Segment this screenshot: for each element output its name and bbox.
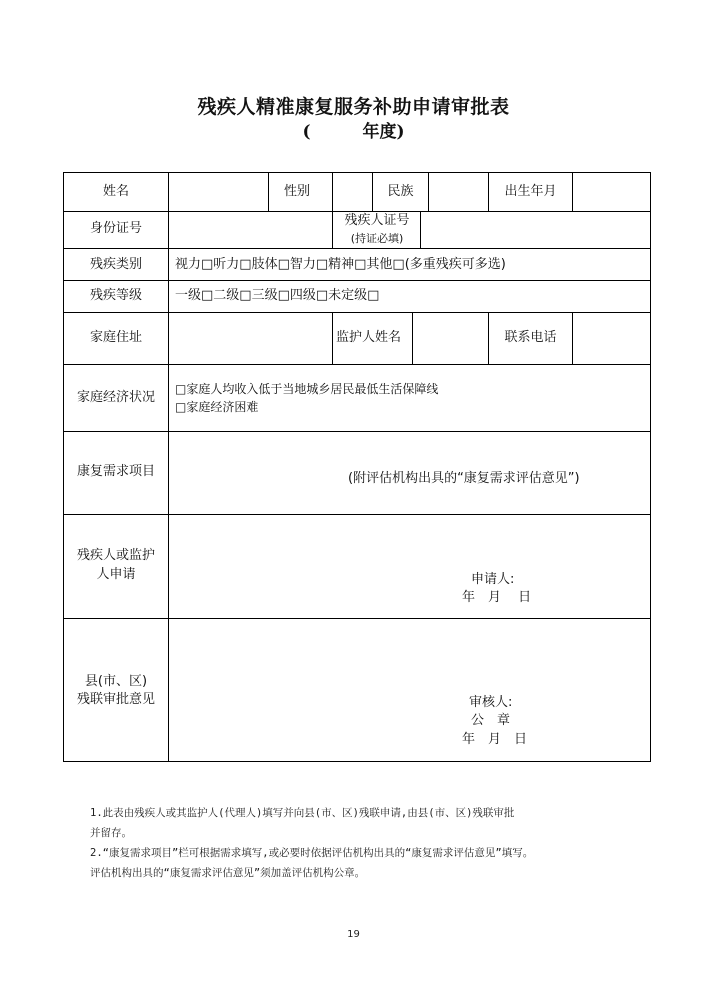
subtitle-open-paren: ( bbox=[302, 122, 311, 142]
reviewer-label: 审核人: bbox=[469, 695, 513, 710]
category-label: 残疾类别 bbox=[89, 257, 142, 272]
note-line: 2.“康复需求项目”栏可根据需求填写,或必要时依据评估机构出具的“康复需求评估意见”填写。 bbox=[90, 847, 534, 859]
id-label: 身份证号 bbox=[89, 221, 142, 236]
id-field[interactable] bbox=[169, 212, 332, 248]
grade-label: 残疾等级 bbox=[89, 288, 142, 303]
subtitle-year: 年度 bbox=[362, 122, 397, 142]
ethnicity-field[interactable] bbox=[429, 174, 488, 210]
apply-date: 年 月 日 bbox=[462, 590, 532, 605]
page-number: 19 bbox=[347, 929, 360, 940]
column-divider bbox=[332, 211, 333, 248]
apply-label-line1: 残疾人或监护 bbox=[76, 548, 155, 563]
label-column-divider bbox=[168, 173, 169, 761]
approve-label-line2: 残联审批意见 bbox=[76, 692, 155, 707]
footer-notes bbox=[90, 803, 650, 883]
row-divider bbox=[64, 312, 650, 313]
row-divider bbox=[64, 280, 650, 281]
birth-label: 出生年月 bbox=[504, 184, 557, 199]
form-subtitle bbox=[0, 117, 707, 142]
gender-label: 性别 bbox=[284, 184, 311, 199]
economy-label: 家庭经济状况 bbox=[76, 390, 155, 405]
gender-field[interactable] bbox=[333, 174, 372, 210]
form-title: 残疾人精准康复服务补助申请审批表 bbox=[197, 96, 510, 118]
cert-label: 残疾人证号 bbox=[344, 213, 410, 228]
seal-label: 公 章 bbox=[471, 713, 511, 728]
phone-label: 联系电话 bbox=[504, 330, 557, 345]
economy-option-hardship[interactable]: □家庭经济困难 bbox=[175, 400, 259, 414]
note-line: 并留存。 bbox=[90, 827, 132, 839]
address-field[interactable] bbox=[169, 313, 332, 364]
row-divider bbox=[64, 431, 650, 432]
row-divider bbox=[64, 364, 650, 365]
approve-date: 年 月 日 bbox=[462, 732, 528, 747]
note-line: 1.此表由残疾人或其监护人(代理人)填写并向县(市、区)残联申请,由县(市、区)残联审批 bbox=[90, 807, 515, 819]
ethnicity-label: 民族 bbox=[387, 184, 414, 199]
row-divider bbox=[64, 618, 650, 619]
economy-option-low-income[interactable]: □家庭人均收入低于当地城乡居民最低生活保障线 bbox=[175, 382, 439, 396]
cert-note: (持证必填) bbox=[350, 232, 404, 245]
row-divider bbox=[64, 248, 650, 249]
approve-label-line1: 县(市、区) bbox=[84, 674, 148, 689]
phone-field[interactable] bbox=[573, 313, 649, 364]
name-field[interactable] bbox=[169, 174, 268, 210]
column-divider bbox=[332, 312, 333, 364]
column-divider bbox=[268, 173, 269, 211]
address-label: 家庭住址 bbox=[89, 330, 142, 345]
needs-label: 康复需求项目 bbox=[76, 464, 155, 479]
birth-field[interactable] bbox=[573, 174, 649, 210]
row-divider bbox=[64, 514, 650, 515]
grade-options[interactable]: 一级□二级□三级□四级□未定级□ bbox=[175, 288, 380, 303]
application-table bbox=[63, 172, 651, 762]
needs-note: (附评估机构出具的“康复需求评估意见”) bbox=[348, 471, 580, 486]
applicant-label: 申请人: bbox=[471, 572, 515, 587]
guardian-field[interactable] bbox=[413, 313, 488, 364]
apply-label-line2: 人申请 bbox=[96, 567, 136, 582]
subtitle-close-paren: ) bbox=[396, 122, 405, 142]
cert-field[interactable] bbox=[421, 212, 649, 248]
name-label: 姓名 bbox=[102, 184, 129, 199]
note-line: 评估机构出具的“康复需求评估意见”须加盖评估机构公章。 bbox=[90, 867, 366, 879]
guardian-label: 监护人姓名 bbox=[336, 330, 402, 345]
category-options[interactable]: 视力□听力□肢体□智力□精神□其他□(多重残疾可多选) bbox=[175, 257, 506, 272]
